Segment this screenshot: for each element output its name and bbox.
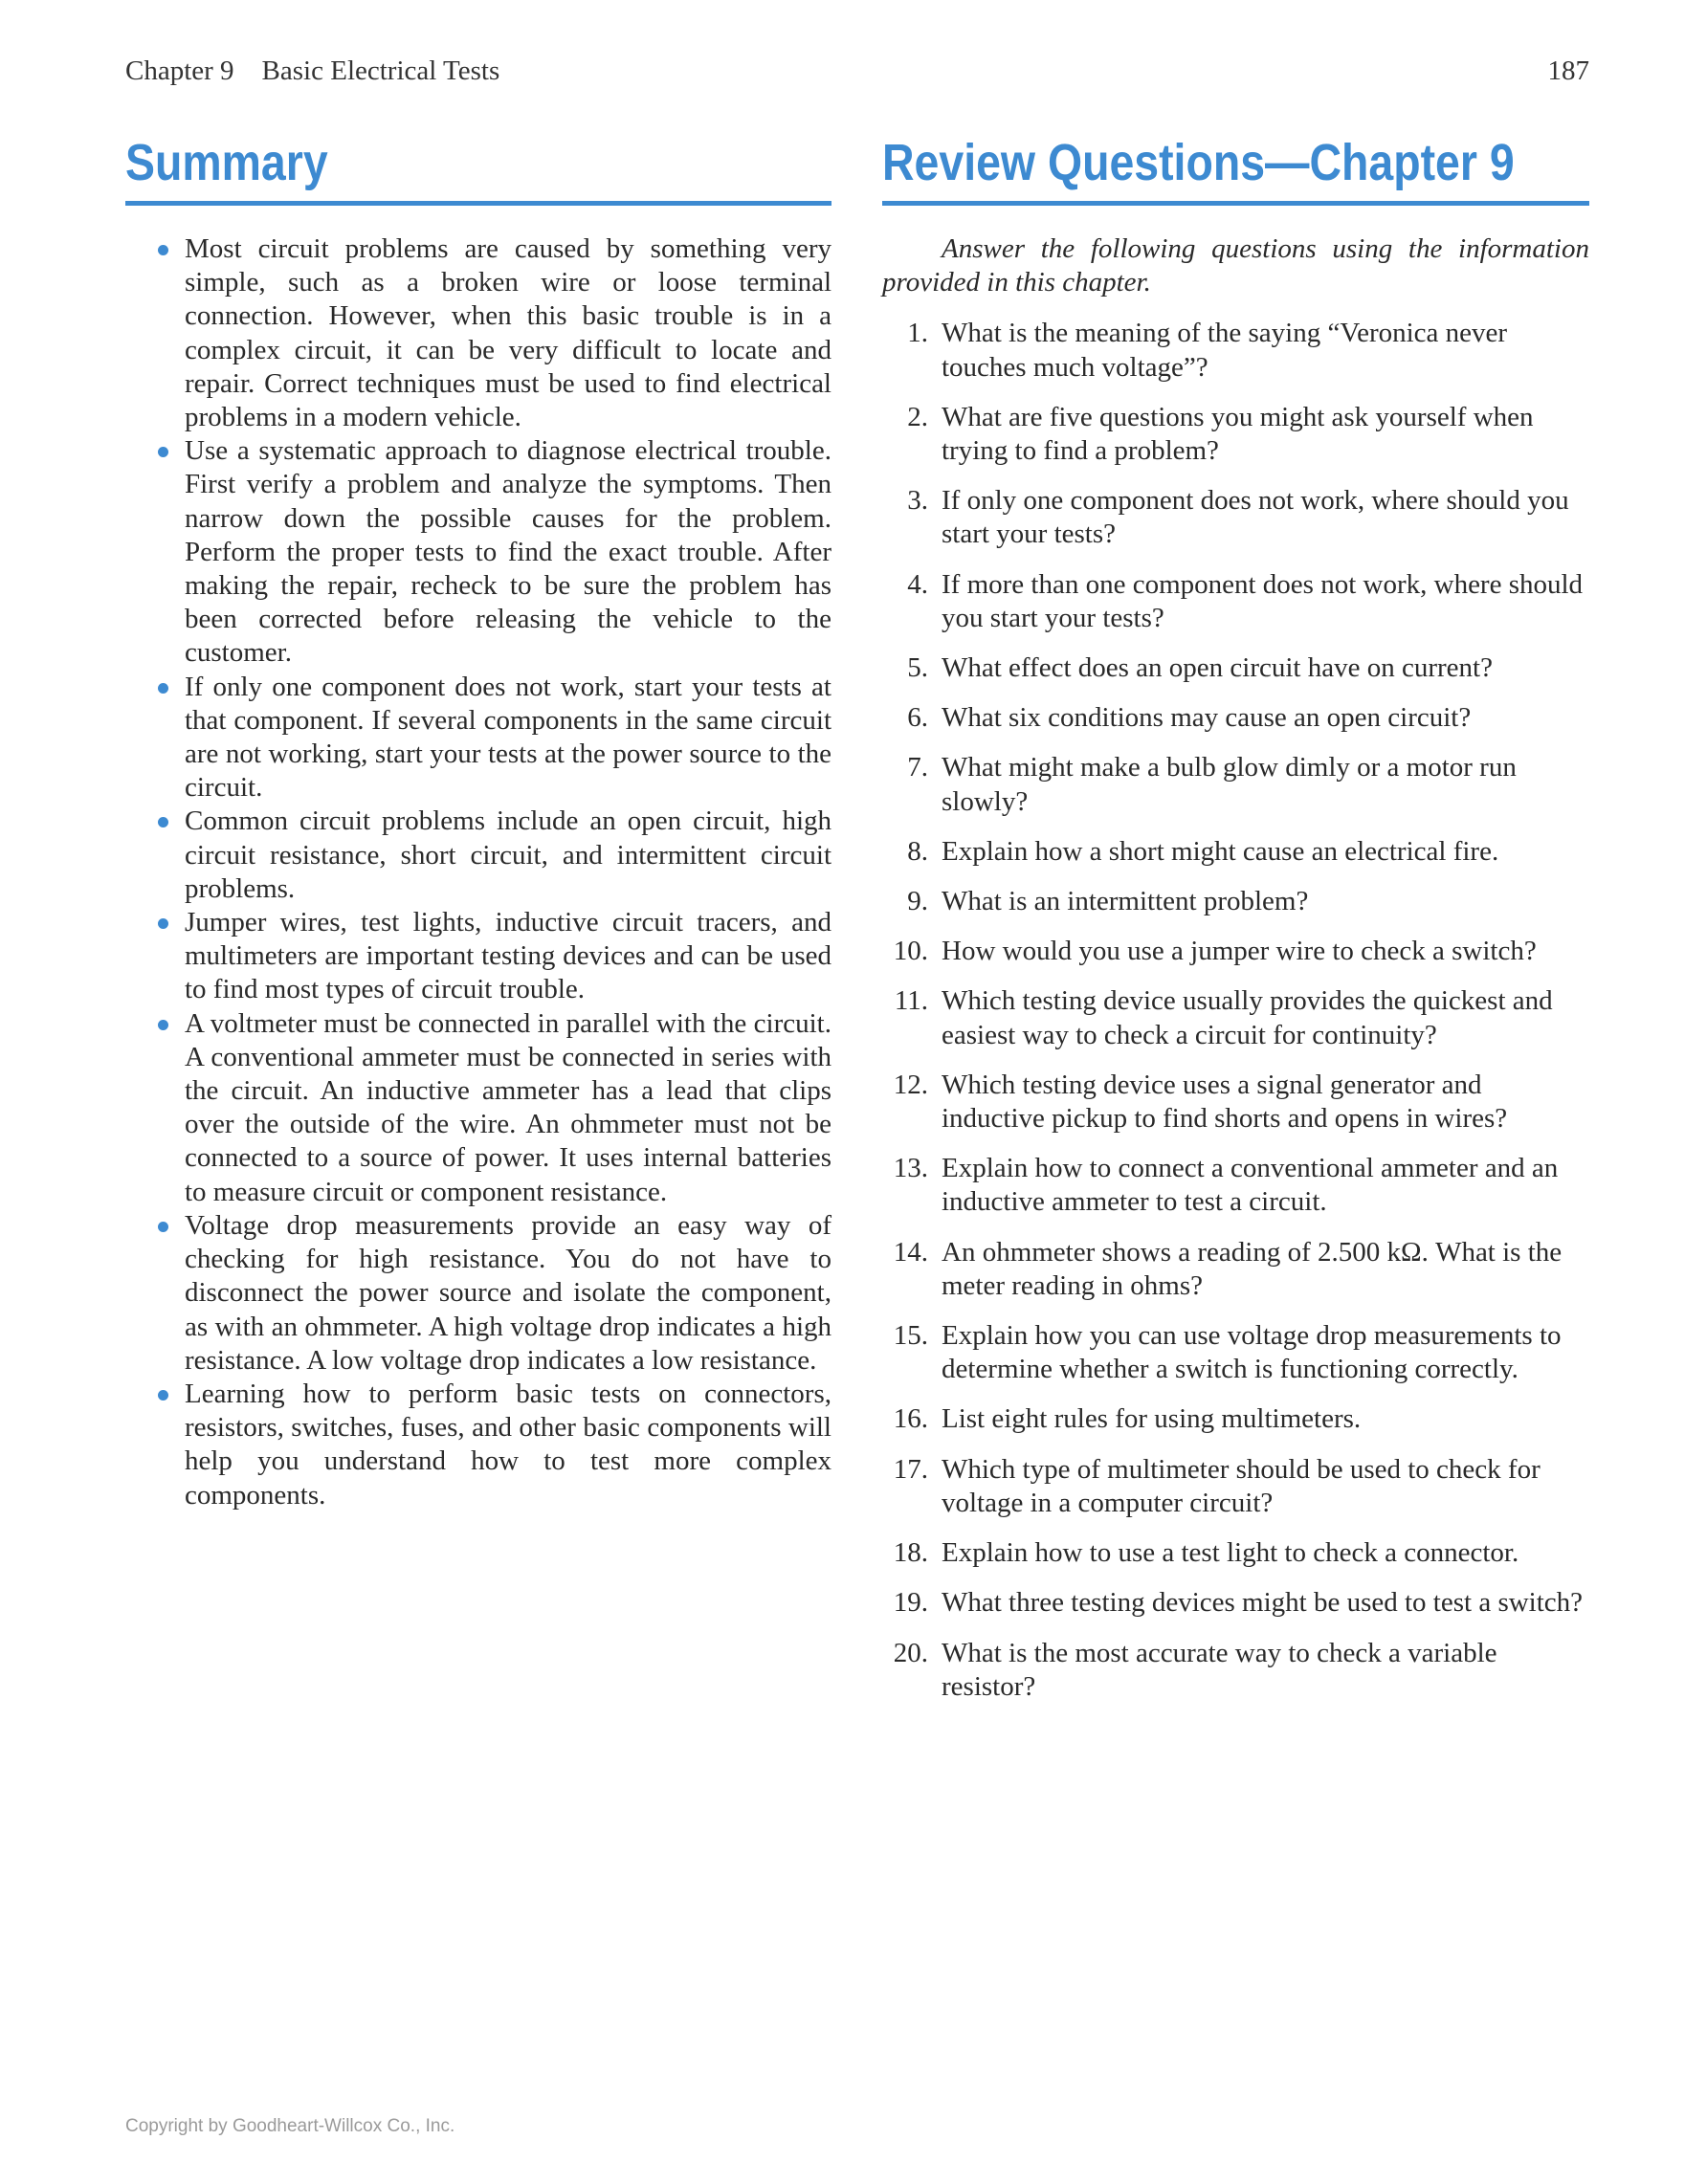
question-text: Explain how to connect a conventional ammeter and an inductive ammeter to test a circuit. xyxy=(942,1153,1559,1218)
question-number: 7. xyxy=(907,752,928,783)
review-intro: Answer the following questions using the information provided in this chapter. xyxy=(882,233,1589,298)
bullet-dot-icon xyxy=(158,1390,168,1401)
question-number: 3. xyxy=(907,485,928,517)
question-item xyxy=(882,1069,1589,1136)
question-text: If only one component does not work, where should you start your tests? xyxy=(942,485,1569,550)
summary-bullet-item xyxy=(125,671,831,805)
question-number: 13. xyxy=(893,1153,928,1184)
question-item xyxy=(882,1319,1589,1386)
chapter-title: Chapter 9 Basic Electrical Tests xyxy=(125,55,500,86)
summary-bullet-text: If only one component does not work, start your tests at that component. If several components in the same circuit are not working, start your tests at the power source to the circuit. xyxy=(185,671,831,804)
question-text: What is the most accurate way to check a variable resistor? xyxy=(942,1637,1497,1702)
review-questions-section xyxy=(882,134,1589,1720)
question-item xyxy=(882,1586,1589,1620)
question-item xyxy=(882,568,1589,635)
summary-section xyxy=(125,134,831,1512)
question-text: Explain how a short might cause an electrical fire. xyxy=(942,835,1499,867)
summary-bullet-text: Learning how to perform basic tests on connectors, resistors, switches, fuses, and other basic components will help you understand how to test more complex components. xyxy=(185,1378,831,1511)
question-number: 14. xyxy=(893,1236,928,1268)
question-text: Explain how to use a test light to check a connector. xyxy=(942,1537,1519,1569)
summary-bullet-item xyxy=(125,1378,831,1512)
question-number: 17. xyxy=(893,1453,928,1485)
copyright-footer: Copyright by Goodheart-Willcox Co., Inc. xyxy=(125,2116,455,2136)
question-number: 12. xyxy=(893,1069,928,1100)
summary-bullet-item xyxy=(125,434,831,670)
question-number: 20. xyxy=(893,1637,928,1668)
question-text: Which type of multimeter should be used to check for voltage in a computer circuit? xyxy=(942,1453,1541,1518)
review-heading: Review Questions—Chapter 9 xyxy=(882,134,1515,191)
summary-heading: Summary xyxy=(125,134,328,191)
question-text: What three testing devices might be used to test a switch? xyxy=(942,1587,1584,1619)
question-number: 5. xyxy=(907,652,928,684)
question-text: What are five questions you might ask yourself when trying to find a problem? xyxy=(942,401,1534,467)
question-item xyxy=(882,835,1589,869)
question-item xyxy=(882,401,1589,468)
question-number: 2. xyxy=(907,401,928,432)
summary-heading-rule xyxy=(125,201,831,206)
summary-bullet-text: Jumper wires, test lights, inductive circuit tracers, and multimeters are important testing devices and can be used to find most types of circuit trouble. xyxy=(185,907,831,1005)
question-text: What effect does an open circuit have on current? xyxy=(942,652,1493,684)
summary-bullet-item xyxy=(125,805,831,906)
summary-bullet-item xyxy=(125,232,831,434)
question-list xyxy=(882,317,1589,1704)
summary-bullet-text: Most circuit problems are caused by something very simple, such as a broken wire or loose terminal connection. However, when this basic trouble is in a complex circuit, it can be very difficult to locate and repair. Correct techniques must be used to find electrical problems in a modern vehicle. xyxy=(185,233,831,433)
question-text: An ohmmeter shows a reading of 2.500 kΩ. What is the meter reading in ohms? xyxy=(942,1236,1563,1301)
question-text: Explain how you can use voltage drop measurements to determine whether a switch is functioning correctly. xyxy=(942,1320,1562,1385)
question-number: 4. xyxy=(907,568,928,600)
question-number: 10. xyxy=(893,936,928,967)
summary-bullet-item xyxy=(125,906,831,1007)
question-text: What six conditions may cause an open circuit? xyxy=(942,702,1472,734)
bullet-dot-icon xyxy=(158,817,168,827)
question-text: Which testing device uses a signal generator and inductive pickup to find shorts and opens in wires? xyxy=(942,1069,1508,1135)
question-number: 9. xyxy=(907,886,928,917)
question-number: 8. xyxy=(907,835,928,867)
page-number: 187 xyxy=(1547,55,1589,86)
question-item xyxy=(882,751,1589,818)
question-item xyxy=(882,484,1589,551)
question-text: What is an intermittent problem? xyxy=(942,886,1309,917)
review-heading-rule xyxy=(882,201,1589,206)
question-item xyxy=(882,317,1589,384)
summary-bullet-item xyxy=(125,1007,831,1209)
summary-bullet-text: A voltmeter must be connected in parallel with the circuit. A conventional ammeter must be connected in series with the circuit. An inductive ammeter has a lead that clips over the outside of the wire. An ohmmeter must not be connected to a source of power. It uses internal batteries to measure circuit or component resistance. xyxy=(185,1007,831,1207)
question-item xyxy=(882,651,1589,685)
summary-bullet-text: Voltage drop measurements provide an easy way of checking for high resistance. You do not have to disconnect the power source and isolate the component, as with an ohmmeter. A high voltage drop indicates a high resistance. A low voltage drop indicates a low resistance. xyxy=(185,1209,831,1376)
question-item xyxy=(882,1453,1589,1520)
bullet-dot-icon xyxy=(158,683,168,694)
question-number: 16. xyxy=(893,1403,928,1435)
bullet-dot-icon xyxy=(158,1020,168,1030)
question-item xyxy=(882,984,1589,1051)
summary-bullet-text: Common circuit problems include an open circuit, high circuit resistance, short circuit, and intermittent circuit problems. xyxy=(185,805,831,904)
question-item xyxy=(882,1236,1589,1303)
question-number: 15. xyxy=(893,1320,928,1352)
summary-list xyxy=(125,232,831,1512)
question-item xyxy=(882,1637,1589,1704)
question-number: 18. xyxy=(893,1537,928,1569)
question-number: 11. xyxy=(894,985,928,1017)
bullet-dot-icon xyxy=(158,447,168,457)
question-item xyxy=(882,1402,1589,1436)
question-text: How would you use a jumper wire to check a switch? xyxy=(942,936,1537,967)
question-item xyxy=(882,1536,1589,1570)
bullet-dot-icon xyxy=(158,245,168,255)
question-text: If more than one component does not work, where should you start your tests? xyxy=(942,568,1584,633)
question-item xyxy=(882,885,1589,918)
question-number: 6. xyxy=(907,702,928,734)
question-text: What is the meaning of the saying “Veronica never touches much voltage”? xyxy=(942,318,1508,383)
question-number: 19. xyxy=(893,1587,928,1619)
question-item xyxy=(882,935,1589,968)
question-text: Which testing device usually provides the quickest and easiest way to check a circuit for continuity? xyxy=(942,985,1553,1050)
summary-bullet-text: Use a systematic approach to diagnose electrical trouble. First verify a problem and analyze the symptoms. Then narrow down the possible causes for the problem. Perform the proper tests to find the exact trouble. After making the repair, recheck to be sure the problem has been corrected before releasing the vehicle to the customer. xyxy=(185,435,831,669)
question-text: List eight rules for using multimeters. xyxy=(942,1403,1362,1435)
question-text: What might make a bulb glow dimly or a motor run slowly? xyxy=(942,752,1517,817)
bullet-dot-icon xyxy=(158,1222,168,1232)
bullet-dot-icon xyxy=(158,918,168,929)
summary-bullet-item xyxy=(125,1209,831,1378)
question-number: 1. xyxy=(907,318,928,349)
question-item xyxy=(882,701,1589,735)
question-item xyxy=(882,1152,1589,1219)
